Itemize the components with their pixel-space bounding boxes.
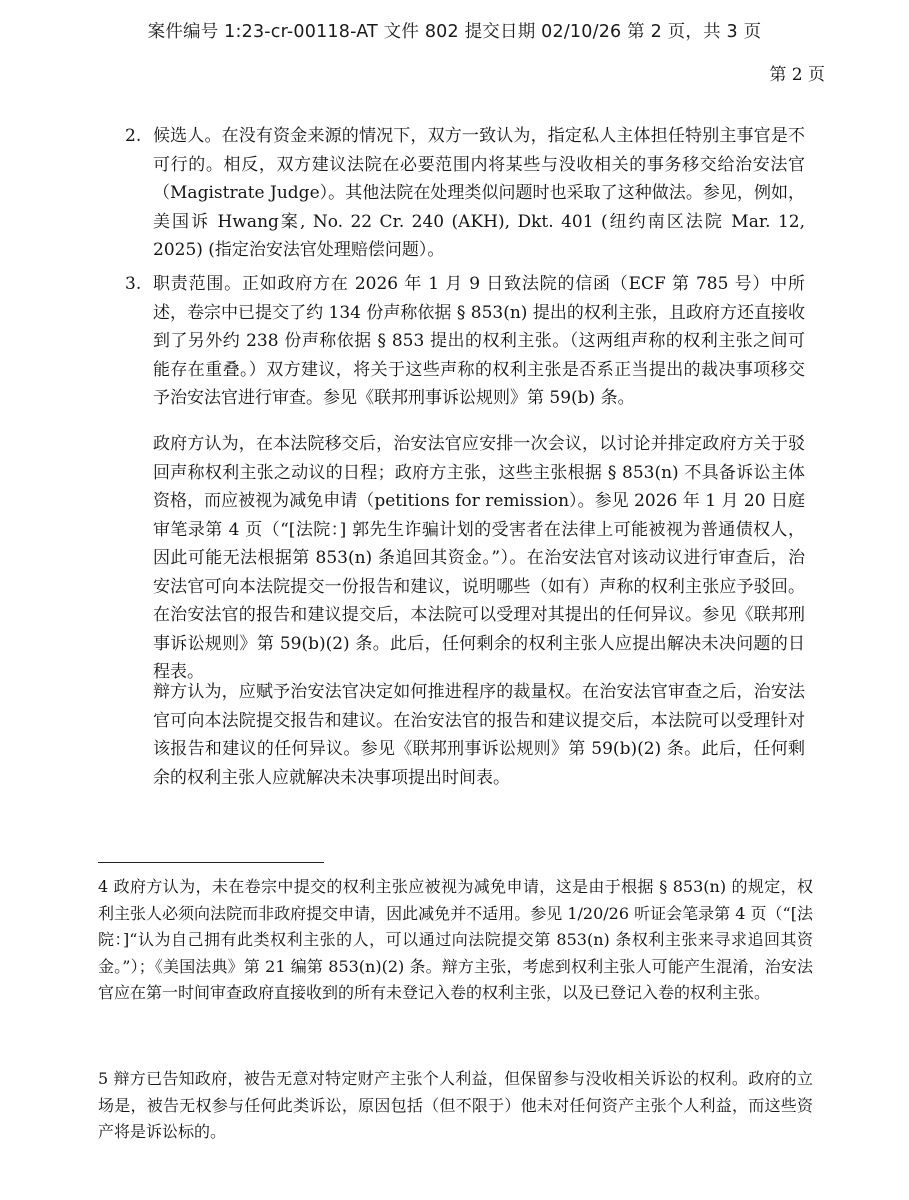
footnote-5: 5 辩方已告知政府，被告无意对特定财产主张个人利益，但保留参与没收相关诉讼的权利。政府的立场是，被告无权参与任何此类诉讼，原因包括（但不限于）他未对任何资产主张个人利益，而这些资产将是诉讼标的。 xyxy=(98,1069,813,1141)
paragraph-government-position: 政府方认为，在本法院移交后，治安法官应安排一次会议，以讨论并排定政府方关于驳回声称权利主张之动议的日程；政府方主张，这些主张根据 § 853(n) 不具备诉讼主体资格，而应被视为减免申请（petitions for remission）。参见 2026 年 1 月 20 日庭审笔录第 4 页（“[法院：] 郭先生诈骗计划的受害者在法律上可能被视为普通债权人，因此可能无法根据第 853(n) 条追回其资金。”）。在治安法官对该动议进行审查后，治安法官可向本法院提交一份报告和建议，说明哪些（如有）声称的权利主张应予驳回。在治安法官的报告和建议提交后，本法院可以受理对其提出的任何异议。参见《联邦刑事诉讼规则》第 59(b)(2) 条。此后，任何剩余的权利主张人应提出解决未决问题的日程表。 xyxy=(153,434,805,682)
item-number: 2. xyxy=(125,126,142,146)
item-number: 3. xyxy=(125,274,142,294)
item-text: 候选人。在没有资金来源的情况下，双方一致认为，指定私人主体担任特别主事官是不可行的。相反，双方建议法院在必要范围内将某些与没收相关的事务移交给治安法官（Magistrate Judge）。其他法院在处理类似问题时也采取了这种做法。参见，例如，美国诉 Hwang案, No. 22 Cr. 240 (AKH), Dkt. 401 (纽约南区法院 Mar. 12, 2025) (指定治安法官处理赔偿问题）。 xyxy=(153,126,805,260)
page-number-label: 第 2 页 xyxy=(769,65,825,85)
paragraph-defense-position: 辩方认为，应赋予治安法官决定如何推进程序的裁量权。在治安法官审查之后，治安法官可向本法院提交报告和建议。在治安法官的报告和建议提交后，本法院可以受理针对该报告和建议的任何异议。参见《联邦刑事诉讼规则》第 59(b)(2) 条。此后，任何剩余的权利主张人应就解决未决事项提出时间表。 xyxy=(153,682,805,788)
footnote-4: 4 政府方认为，未在卷宗中提交的权利主张应被视为减免申请，这是由于根据 § 853(n) 的规定，权利主张人必须向法院而非政府提交申请，因此减免并不适用。参见 1/20/26 听证会笔录第 4 页（“[法院：]“认为自己拥有此类权利主张的人，可以通过向法院提交第 853(n) 条权利主张来寻求追回其资金。”）；《美国法典》第 21 编第 853(n)(2) 条。辩方主张，考虑到权利主张人可能产生混淆，治安法官应在第一时间审查政府直接收到的所有未登记入卷的权利主张，以及已登记入卷的权利主张。 xyxy=(98,877,813,1002)
case-filing-header: 案件编号 1:23-cr-00118-AT 文件 802 提交日期 02/10/26 第 2 页，共 3 页 xyxy=(147,22,762,42)
item-text: 职责范围。正如政府方在 2026 年 1 月 9 日致法院的信函（ECF 第 785 号）中所述，卷宗中已提交了约 134 份声称依据 § 853(n) 提出的权利主张，且政府方还直接收到了另外约 238 份声称依据 § 853 提出的权利主张。（这两组声称的权利主张之间可能存在重叠。）双方建议，将关于这些声称的权利主张是否系正当提出的裁决事项移交予治安法官进行审查。参见《联邦刑事诉讼规则》第 59(b) 条。 xyxy=(153,274,805,408)
footnote-divider xyxy=(98,862,324,863)
